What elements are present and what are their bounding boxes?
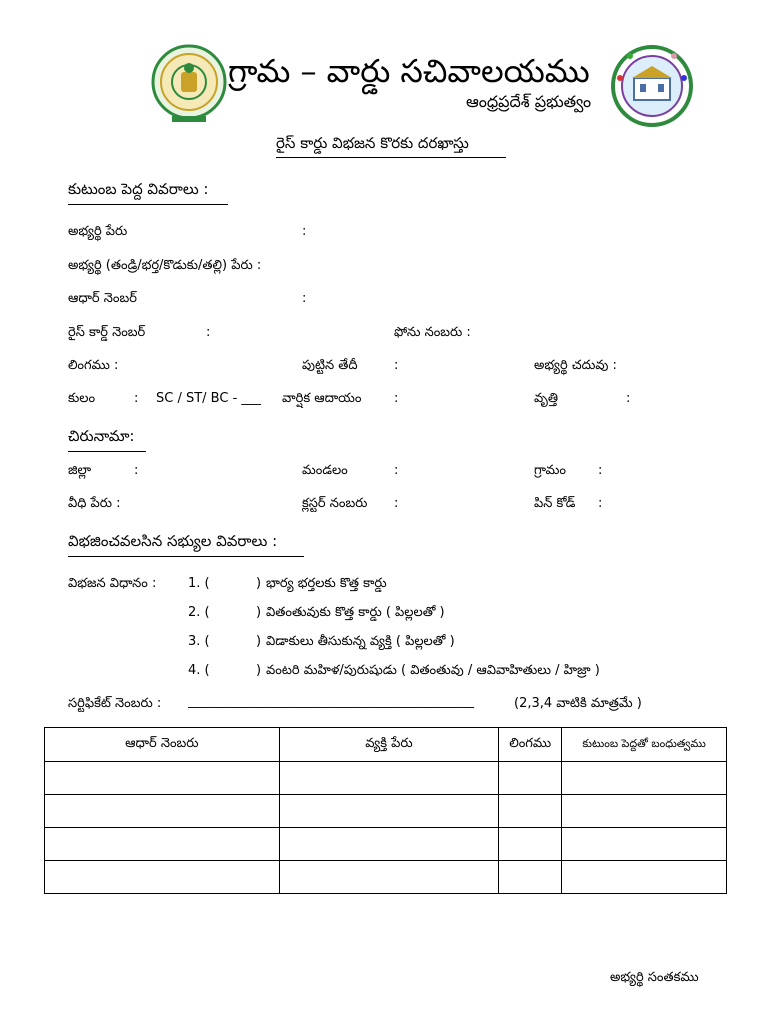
option-checkbox-close[interactable]: ) <box>256 605 262 620</box>
option-checkbox-close[interactable]: ) <box>256 576 262 591</box>
column-header-aadhaar: ఆధార్ నెంబరు <box>45 728 280 762</box>
label-division-method: విభజన విధానం : <box>68 576 157 591</box>
option-text: వితంతువుకు కొత్త కార్డు ( పిల్లలతో ) <box>266 605 445 620</box>
table-row <box>45 861 727 894</box>
label-aadhaar: ఆధార్ నెంబర్ <box>68 291 137 306</box>
option-checkbox-close[interactable]: ) <box>256 663 262 678</box>
table-header-row <box>45 728 727 762</box>
option-number: 1. ( <box>188 576 210 591</box>
label-relative-name: అభ్యర్థి (తండ్రి/భర్త/కొడుకు/తల్లి) పేరు : <box>68 258 262 273</box>
table-cell[interactable] <box>499 762 562 795</box>
section-underline <box>68 556 304 557</box>
applicant-signature-label: అభ్యర్థి సంతకము <box>610 970 699 985</box>
certificate-number-line[interactable]: ____________________________________________ <box>188 694 474 709</box>
colon: : <box>206 325 211 340</box>
section-underline <box>68 204 228 205</box>
members-table <box>44 727 727 894</box>
table-cell[interactable] <box>562 795 727 828</box>
label-gender: లింగము : <box>68 358 119 373</box>
colon: : <box>598 463 603 478</box>
ap-government-emblem-icon <box>150 44 228 124</box>
label-district: జిల్లా <box>68 463 92 478</box>
label-street: వీధి పేరు : <box>68 496 121 511</box>
label-occupation: వృత్తి <box>534 391 559 406</box>
table-cell[interactable] <box>499 861 562 894</box>
label-cluster: క్లస్టర్ నంబరు <box>302 496 368 511</box>
label-applicant-name: అభ్యర్థి పేరు <box>68 224 128 239</box>
table-row <box>45 762 727 795</box>
label-rice-card: రైస్ కార్డ్ నెంబర్ <box>68 325 146 340</box>
certificate-note: (2,3,4 వాటికి మాత్రమే ) <box>514 696 642 711</box>
option-number: 2. ( <box>188 605 210 620</box>
table-cell[interactable] <box>279 828 499 861</box>
column-header-relationship: కుటుంబ పెద్దతో బంధుత్వము <box>562 728 727 762</box>
table-cell[interactable] <box>45 795 280 828</box>
option-text: భార్య భర్తలకు కొత్త కార్డు <box>266 576 387 591</box>
table-cell[interactable] <box>279 861 499 894</box>
table-cell[interactable] <box>562 762 727 795</box>
colon: : <box>598 496 603 511</box>
section-title-family-head: కుటుంబ పెద్ద వివరాలు : <box>68 180 209 198</box>
table-cell[interactable] <box>499 795 562 828</box>
table-row <box>45 795 727 828</box>
option-number: 3. ( <box>188 634 210 649</box>
colon: : <box>302 291 307 306</box>
table-cell[interactable] <box>499 828 562 861</box>
colon: : <box>394 358 399 373</box>
page-title: గ్రామ – వార్డు సచివాలయము <box>228 52 590 90</box>
section-title-address: చిరునామా: <box>68 427 135 445</box>
section-underline <box>68 451 146 452</box>
table-cell[interactable] <box>45 861 280 894</box>
option-text: విడాకులు తీసుకున్న వ్యక్తి ( పిల్లలతో ) <box>266 634 455 649</box>
colon: : <box>134 391 139 406</box>
label-caste: కులం <box>68 391 96 406</box>
table-cell[interactable] <box>562 861 727 894</box>
table-row <box>45 828 727 861</box>
option-checkbox-close[interactable]: ) <box>256 634 262 649</box>
colon: : <box>394 463 399 478</box>
label-dob: పుట్టిన తేదీ <box>302 358 358 373</box>
caste-value: SC / ST/ BC - ___ <box>156 391 261 406</box>
table-cell[interactable] <box>562 828 727 861</box>
sachivalayam-logo-icon <box>610 44 694 128</box>
table-cell[interactable] <box>279 762 499 795</box>
colon: : <box>626 391 631 406</box>
form-title: రైస్ కార్డు విభజన కొరకు దరఖాస్తు <box>276 134 469 152</box>
label-education: అభ్యర్థి చదువు : <box>534 358 617 373</box>
colon: : <box>394 496 399 511</box>
table-cell[interactable] <box>279 795 499 828</box>
table-cell[interactable] <box>45 762 280 795</box>
option-text: వంటరి మహిళ/పురుషుడు ( వితంతువు / ఆవివాహితులు / హిజ్రా ) <box>266 663 600 678</box>
option-number: 4. ( <box>188 663 210 678</box>
label-pincode: పిన్ కోడ్ <box>534 496 576 511</box>
column-header-person-name: వ్యక్తి పేరు <box>279 728 499 762</box>
label-certificate-number: సర్టిఫికేట్ నెంబరు : <box>68 696 162 711</box>
label-income: వార్షిక ఆదాయం <box>282 391 362 406</box>
page-subtitle: ఆంధ్రప్రదేశ్ ప్రభుత్వం <box>466 92 592 111</box>
form-title-underline <box>276 157 506 158</box>
label-phone: ఫోను నంబరు : <box>394 325 471 340</box>
column-header-gender: లింగము <box>499 728 562 762</box>
colon: : <box>134 463 139 478</box>
label-mandal: మండలం <box>302 463 348 478</box>
colon: : <box>394 391 399 406</box>
table-cell[interactable] <box>45 828 280 861</box>
colon: : <box>302 224 307 239</box>
label-village: గ్రామం <box>534 463 566 478</box>
section-title-members: విభజించవలసిన సభ్యుల వివరాలు : <box>68 532 278 550</box>
